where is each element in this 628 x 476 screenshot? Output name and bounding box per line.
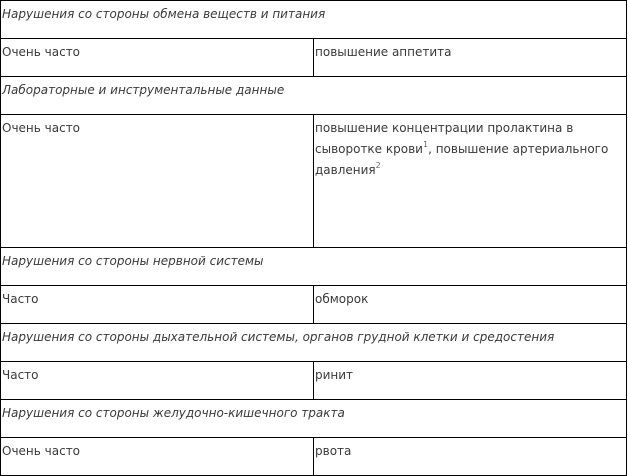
effect-cell: рвота [314,438,627,476]
frequency-cell: Часто [1,286,314,324]
frequency-cell: Очень часто [1,438,314,476]
effect-cell: обморок [314,286,627,324]
section-title-respiratory: Нарушения со стороны дыхательной системы, органов грудной клетки и средостения [1,324,627,362]
section-title-nervous-system: Нарушения со стороны нервной системы [1,248,627,286]
effect-cell [314,115,627,248]
frequency-cell: Очень часто [1,39,314,77]
effect-text-part2: , повышение артериального давления [315,142,609,177]
effect-text-part1: повышение концентрации пролактина в сыворотке крови [315,121,574,156]
footnote-mark-2: 2 [375,161,381,170]
table-row [1,39,627,77]
footnote-mark-1: 1 [422,140,429,149]
section-header-row [1,324,627,362]
table-row [1,115,627,248]
table-row [1,438,627,476]
frequency-cell: Часто [1,362,314,400]
effect-cell: повышение аппетита [314,39,627,77]
frequency-cell: Очень часто [1,115,314,248]
section-header-row [1,248,627,286]
table-row [1,362,627,400]
section-title-metabolism: Нарушения со стороны обмена веществ и питания [1,1,627,39]
section-header-row [1,1,627,39]
effect-cell: ринит [314,362,627,400]
table-row [1,286,627,324]
section-title-gastrointestinal: Нарушения со стороны желудочно-кишечного тракта [1,400,627,438]
section-title-lab-data: Лабораторные и инструментальные данные [1,77,627,115]
section-header-row [1,400,627,438]
section-header-row [1,77,627,115]
